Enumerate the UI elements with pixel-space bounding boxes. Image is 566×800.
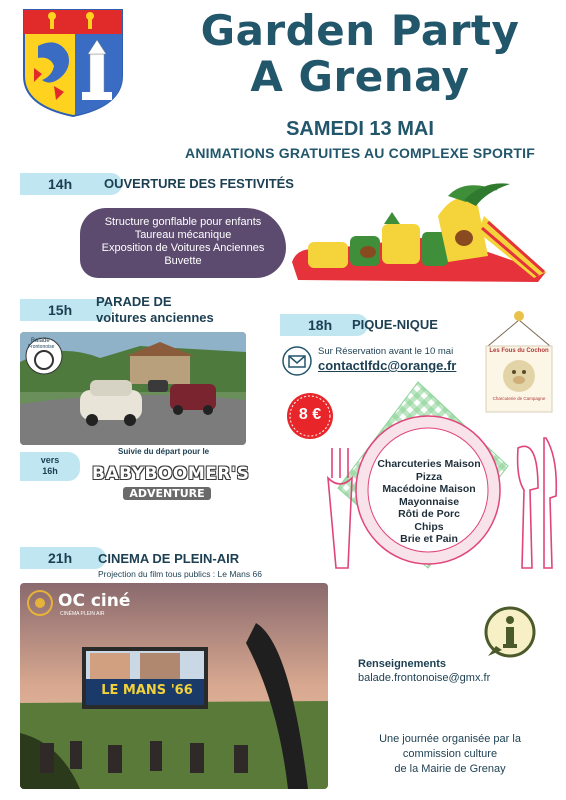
menu-item: Pizza xyxy=(415,470,443,483)
time-badge-14h: 14h xyxy=(20,173,122,195)
event-date: SAMEDI 13 MAI xyxy=(286,118,434,140)
organizer-line-1: Une journée organisée par la xyxy=(379,733,521,745)
page-title xyxy=(150,8,566,100)
sign-subtitle: Charcuterie de Campagne xyxy=(492,396,546,401)
menu-item: Macédoine Maison xyxy=(382,483,476,495)
info-label: Renseignements xyxy=(358,658,447,670)
envelope-icon xyxy=(282,346,312,376)
ocine-subtitle: CINÉMA PLEIN AIR xyxy=(60,611,105,617)
organizer-text xyxy=(352,732,548,777)
activity-item: Structure gonflable pour enfants xyxy=(104,216,262,228)
event-subtitle: ANIMATIONS GRATUITES AU COMPLEXE SPORTIF xyxy=(185,145,535,161)
sign-title: Les Fous du Cochon xyxy=(489,348,549,354)
price-text: 8 € xyxy=(298,406,322,423)
menu-item: Rôti de Porc xyxy=(398,508,460,520)
inflatable-illustration xyxy=(288,176,550,286)
event2-title-line-2: voitures anciennes xyxy=(96,310,214,325)
organizer-line-3: de la Mairie de Grenay xyxy=(394,763,506,775)
time-badge-21h: 21h xyxy=(20,547,106,569)
coat-of-arms xyxy=(20,6,126,118)
activity-item: Exposition de Voitures Anciennes xyxy=(101,242,265,254)
event4-subtitle: Projection du film tous publics : Le Mans 66 xyxy=(98,569,262,579)
info-icon xyxy=(484,606,536,658)
menu-item: Mayonnaise xyxy=(398,495,460,508)
menu-item: Chips xyxy=(414,520,444,533)
activity-item: Taureau mécanique xyxy=(134,229,232,241)
brand-line-2: ADVENTURE xyxy=(123,487,210,500)
time-badge-15h: 15h xyxy=(20,299,112,321)
time-badge-18h: 18h xyxy=(280,314,368,336)
brand-line-1: BABYBOOMER'S xyxy=(92,464,250,484)
ocine-brand: OC ciné xyxy=(58,591,131,611)
event4-title: CINEMA DE PLEIN-AIR xyxy=(98,551,240,566)
cinema-photo xyxy=(20,583,328,789)
menu-item: Charcuteries Maison xyxy=(377,458,481,470)
balade-logo-line-1: Balade xyxy=(31,338,50,344)
title-line-2: A Grenay xyxy=(250,52,470,101)
vers-time: 16h xyxy=(42,466,58,476)
menu-list xyxy=(362,458,496,546)
event1-title: OUVERTURE DES FESTIVITÉS xyxy=(104,176,294,191)
depart-text: Suivie du départ pour le xyxy=(118,447,210,456)
reservation-email[interactable]: contactlfdc@orange.fr xyxy=(318,358,457,373)
info-email[interactable]: balade.frontonoise@gmx.fr xyxy=(358,672,491,684)
balade-logo-line-2: Frontonoise xyxy=(28,344,55,350)
title-line-1: Garden Party xyxy=(200,6,520,55)
vers-16h-badge xyxy=(20,452,80,481)
menu-item: Brie et Pain xyxy=(400,533,458,545)
vers-label: vers xyxy=(40,455,60,465)
organizer-line-2: commission culture xyxy=(402,748,498,760)
babyboomers-logo xyxy=(92,458,250,504)
event2-title xyxy=(96,294,214,326)
event3-title: PIQUE-NIQUE xyxy=(352,317,438,332)
reservation-text: Sur Réservation avant le 10 mai xyxy=(318,346,454,357)
movie-title: LE MANS '66 xyxy=(101,683,193,698)
event1-activities xyxy=(80,208,286,278)
event2-title-line-1: PARADE DE xyxy=(96,294,172,309)
activity-item: Buvette xyxy=(164,255,202,267)
parade-photo xyxy=(20,332,246,445)
